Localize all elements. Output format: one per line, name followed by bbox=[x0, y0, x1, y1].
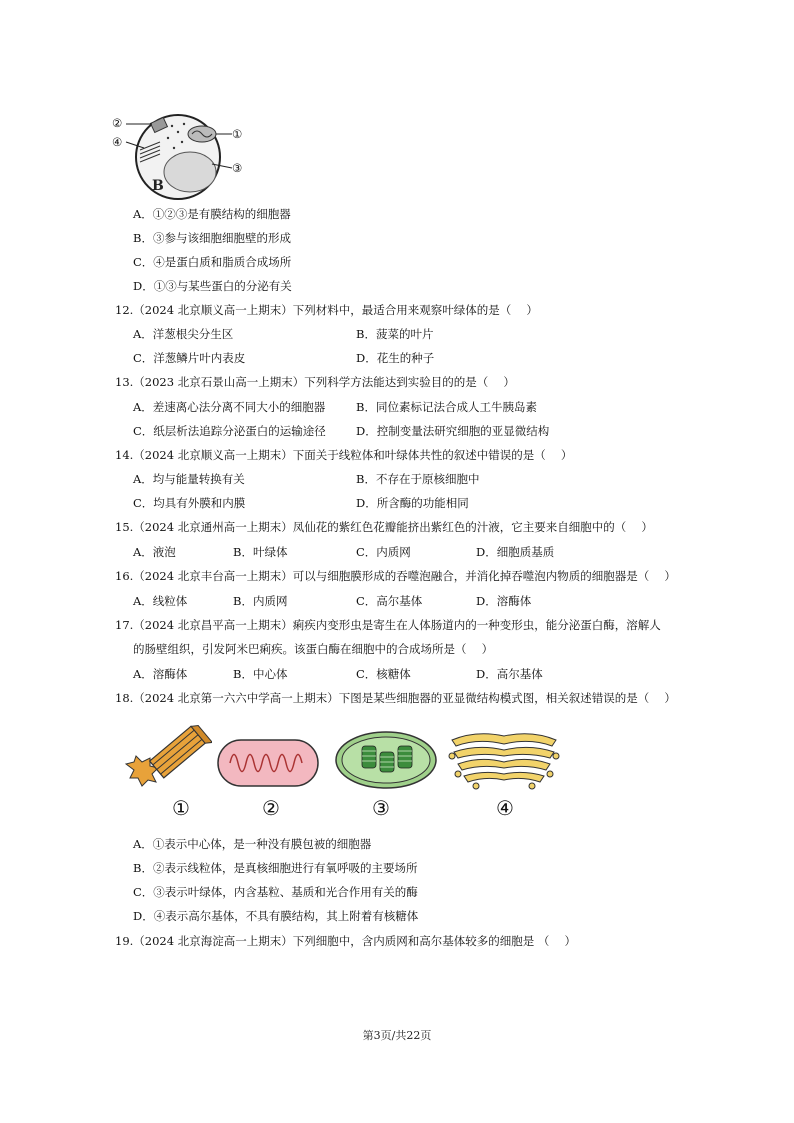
q15-option-b: B．叶绿体 bbox=[233, 545, 288, 559]
q17-option-a: A．溶酶体 bbox=[133, 667, 188, 681]
q12-option-c: C．洋葱鳞片叶内表皮 bbox=[133, 351, 246, 365]
organelle-label-4: ④ bbox=[496, 796, 514, 820]
chloroplast-figure bbox=[334, 730, 438, 790]
q16-option-b: B．内质网 bbox=[233, 594, 288, 608]
q14-option-a: A．均与能量转换有关 bbox=[133, 472, 245, 486]
question-16-stem: 16.（2024 北京丰台高一上期末）可以与细胞膜形成的吞噬泡融合，并消化掉吞噬泡内物质的细胞器是（ ） bbox=[115, 569, 676, 583]
q13-option-b: B．同位素标记法合成人工牛胰岛素 bbox=[356, 400, 537, 414]
q11-option-b: B．③参与该细胞细胞壁的形成 bbox=[133, 231, 291, 245]
centriole-figure bbox=[120, 722, 212, 790]
q14-option-b: B．不存在于原核细胞中 bbox=[356, 472, 480, 486]
question-12-stem: 12.（2024 北京顺义高一上期末）下列材料中，最适合用来观察叶绿体的是（ ） bbox=[115, 303, 538, 317]
q14-option-c: C．均具有外膜和内膜 bbox=[133, 496, 246, 510]
question-18-stem: 18.（2024 北京第一六六中学高一上期末）下图是某些细胞器的亚显微结构模式图，相关叙述错误的是（ ） bbox=[115, 691, 676, 705]
q14-option-d: D．所含酶的功能相同 bbox=[356, 496, 469, 510]
svg-text:B: B bbox=[152, 178, 164, 194]
q16-option-a: A．线粒体 bbox=[133, 594, 188, 608]
organelle-label-1: ① bbox=[172, 796, 190, 820]
q16-option-c: C．高尔基体 bbox=[356, 594, 423, 608]
page-footer: 第3页/共22页 bbox=[362, 1029, 432, 1042]
q15-option-d: D．细胞质基质 bbox=[476, 545, 555, 559]
organelle-label-3: ③ bbox=[372, 796, 390, 820]
cell-label-1: ① bbox=[232, 127, 243, 141]
cell-diagram bbox=[112, 112, 252, 202]
question-14-stem: 14.（2024 北京顺义高一上期末）下面关于线粒体和叶绿体共性的叙述中错误的是（ ） bbox=[115, 448, 573, 462]
q11-option-d: D．①③与某些蛋白的分泌有关 bbox=[133, 279, 292, 293]
q15-option-c: C．内质网 bbox=[356, 545, 411, 559]
q13-option-c: C．纸层析法追踪分泌蛋白的运输途径 bbox=[133, 424, 326, 438]
q12-option-b: B．菠菜的叶片 bbox=[356, 327, 434, 341]
q12-option-a: A．洋葱根尖分生区 bbox=[133, 327, 234, 341]
organelle-label-2: ② bbox=[262, 796, 280, 820]
q17-option-c: C．核糖体 bbox=[356, 667, 411, 681]
q18-option-c: C．③表示叶绿体，内含基粒、基质和光合作用有关的酶 bbox=[133, 885, 418, 899]
q11-option-a: A．①②③是有膜结构的细胞器 bbox=[133, 207, 291, 221]
q18-option-a: A．①表示中心体，是一种没有膜包被的细胞器 bbox=[133, 837, 372, 851]
question-17-stem: 17.（2024 北京昌平高一上期末）痢疾内变形虫是寄生在人体肠道内的一种变形虫，能分泌蛋白酶，溶解人 bbox=[115, 618, 661, 632]
question-13-stem: 13.（2023 北京石景山高一上期末）下列科学方法能达到实验目的的是（ ） bbox=[115, 375, 515, 389]
q12-option-d: D．花生的种子 bbox=[356, 351, 435, 365]
q11-option-c: C．④是蛋白质和脂质合成场所 bbox=[133, 255, 292, 269]
mitochondrion-figure bbox=[216, 738, 320, 788]
golgi-figure bbox=[446, 726, 562, 790]
q13-option-d: D．控制变量法研究细胞的亚显微结构 bbox=[356, 424, 550, 438]
q17-option-b: B．中心体 bbox=[233, 667, 288, 681]
question-19-stem: 19.（2024 北京海淀高一上期末）下列细胞中，含内质网和高尔基体较多的细胞是 （ ） bbox=[115, 934, 577, 948]
q13-option-a: A．差速离心法分离不同大小的细胞器 bbox=[133, 400, 326, 414]
cell-label-4: ④ bbox=[112, 135, 123, 149]
question-15-stem: 15.（2024 北京通州高一上期末）凤仙花的紫红色花瓣能挤出紫红色的汁液，它主要来自细胞中的（ ） bbox=[115, 520, 653, 534]
cell-label-3: ③ bbox=[232, 161, 243, 175]
question-17-stem-cont: 的肠壁组织，引发阿米巴痢疾。该蛋白酶在细胞中的合成场所是（ ） bbox=[133, 642, 494, 656]
q16-option-d: D．溶酶体 bbox=[476, 594, 532, 608]
q15-option-a: A．液泡 bbox=[133, 545, 176, 559]
q17-option-d: D．高尔基体 bbox=[476, 667, 543, 681]
q18-option-d: D．④表示高尔基体，不具有膜结构，其上附着有核糖体 bbox=[133, 909, 419, 923]
cell-label-2: ② bbox=[112, 116, 123, 130]
q18-option-b: B．②表示线粒体，是真核细胞进行有氧呼吸的主要场所 bbox=[133, 861, 418, 875]
